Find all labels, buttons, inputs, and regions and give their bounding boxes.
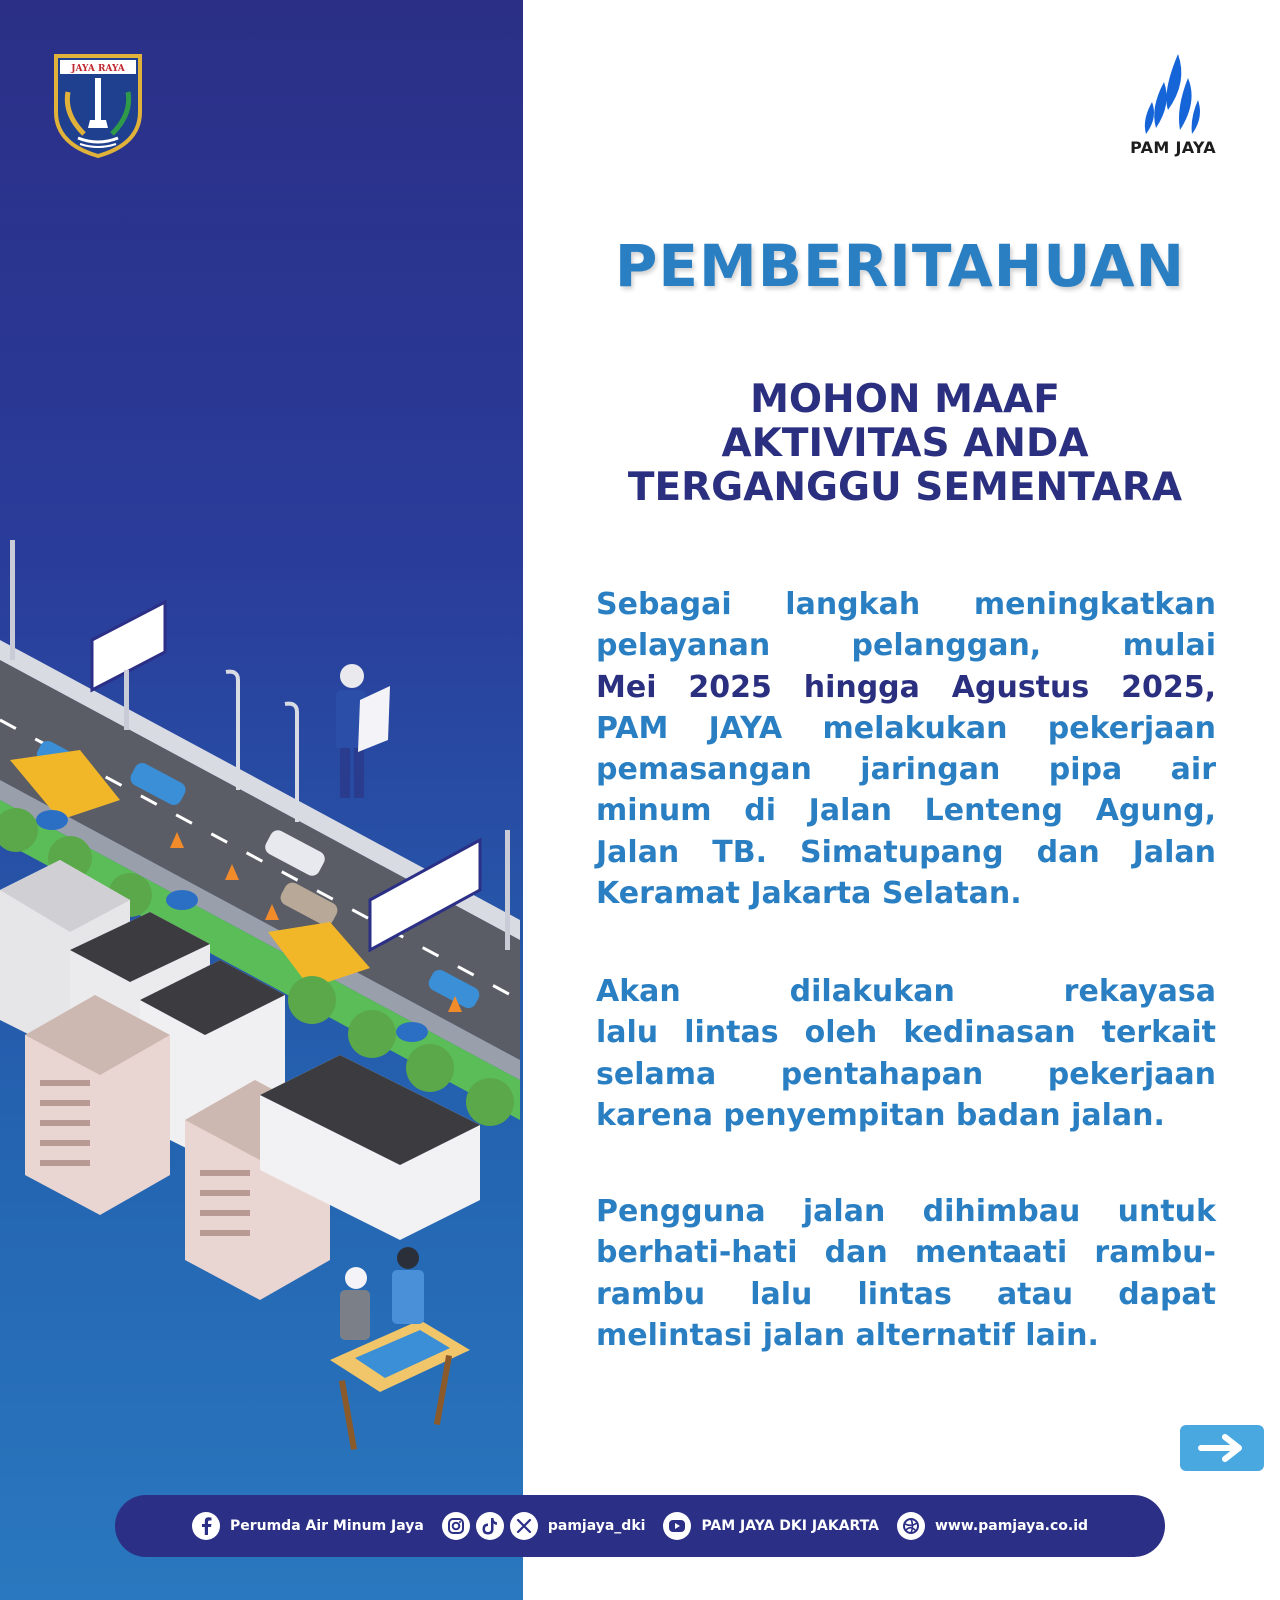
- instagram-icon: [442, 1512, 470, 1540]
- x-twitter-icon: [510, 1512, 538, 1540]
- globe-icon: [897, 1512, 925, 1540]
- apology-line: AKTIVITAS ANDA: [721, 421, 1089, 466]
- paragraph-line: Sebagai langkah meningkatkan: [596, 587, 1216, 622]
- jakarta-emblem-logo: [50, 52, 146, 160]
- paragraph-line: selama pentahapan pekerjaan: [596, 1056, 1216, 1092]
- svg-text:JAYA RAYA: JAYA RAYA: [71, 64, 125, 74]
- pam-jaya-logo: [1118, 52, 1228, 162]
- youtube-label: PAM JAYA DKI JAKARTA: [701, 1518, 879, 1534]
- paragraph-line: pelayanan pelanggan, mulai: [596, 628, 1216, 664]
- social-footer-bar: [115, 1495, 1165, 1557]
- arrow-right-icon: [1197, 1433, 1247, 1463]
- social-handles-link[interactable]: [442, 1512, 646, 1540]
- paragraph-line: Keramat Jakarta Selatan.: [596, 876, 1022, 912]
- water-flame-icon: [1138, 52, 1208, 136]
- next-slide-button[interactable]: [1180, 1425, 1264, 1471]
- paragraph-line: Jalan TB. Simatupang dan Jalan: [596, 834, 1216, 870]
- facebook-link[interactable]: [192, 1512, 424, 1540]
- facebook-label: Perumda Air Minum Jaya: [229, 1518, 424, 1534]
- website-link[interactable]: [897, 1512, 1088, 1540]
- paragraph-line: Akan dilakukan rekayasa: [596, 974, 1216, 1009]
- brand-name: PAM JAYA: [1130, 138, 1216, 157]
- headline-title: PEMBERITAHUAN: [614, 232, 1186, 300]
- announcement-paragraph-1: [596, 584, 1216, 914]
- road-construction-illustration: [0, 540, 540, 1500]
- youtube-icon: [663, 1512, 691, 1540]
- website-label: www.pamjaya.co.id: [935, 1518, 1089, 1534]
- paragraph-line: karena penyempitan badan jalan.: [596, 1097, 1165, 1133]
- paragraph-line: berhati-hati dan mentaati rambu-: [596, 1235, 1216, 1271]
- paragraph-line: PAM JAYA melakukan pekerjaan: [596, 710, 1216, 746]
- apology-heading: [590, 378, 1220, 510]
- youtube-link[interactable]: [663, 1512, 879, 1540]
- paragraph-line: rambu lalu lintas atau dapat: [596, 1276, 1216, 1312]
- paragraph-line: melintasi jalan alternatif lain.: [596, 1317, 1099, 1353]
- date-range-line: Mei 2025 hingga Agustus 2025,: [596, 669, 1216, 705]
- paragraph-line: minum di Jalan Lenteng Agung,: [596, 793, 1216, 829]
- apology-line: MOHON MAAF: [750, 377, 1060, 422]
- announcement-paragraph-3: [596, 1191, 1216, 1356]
- paragraph-line: pemasangan jaringan pipa air: [596, 752, 1216, 788]
- tiktok-icon: [476, 1512, 504, 1540]
- paragraph-line: Pengguna jalan dihimbau untuk: [596, 1194, 1216, 1229]
- apology-line: TERGANGGU SEMENTARA: [627, 465, 1183, 510]
- facebook-icon: [192, 1512, 220, 1540]
- social-handle-label: pamjaya_dki: [547, 1518, 646, 1534]
- announcement-paragraph-2: [596, 971, 1216, 1136]
- paragraph-line: lalu lintas oleh kedinasan terkait: [596, 1015, 1216, 1051]
